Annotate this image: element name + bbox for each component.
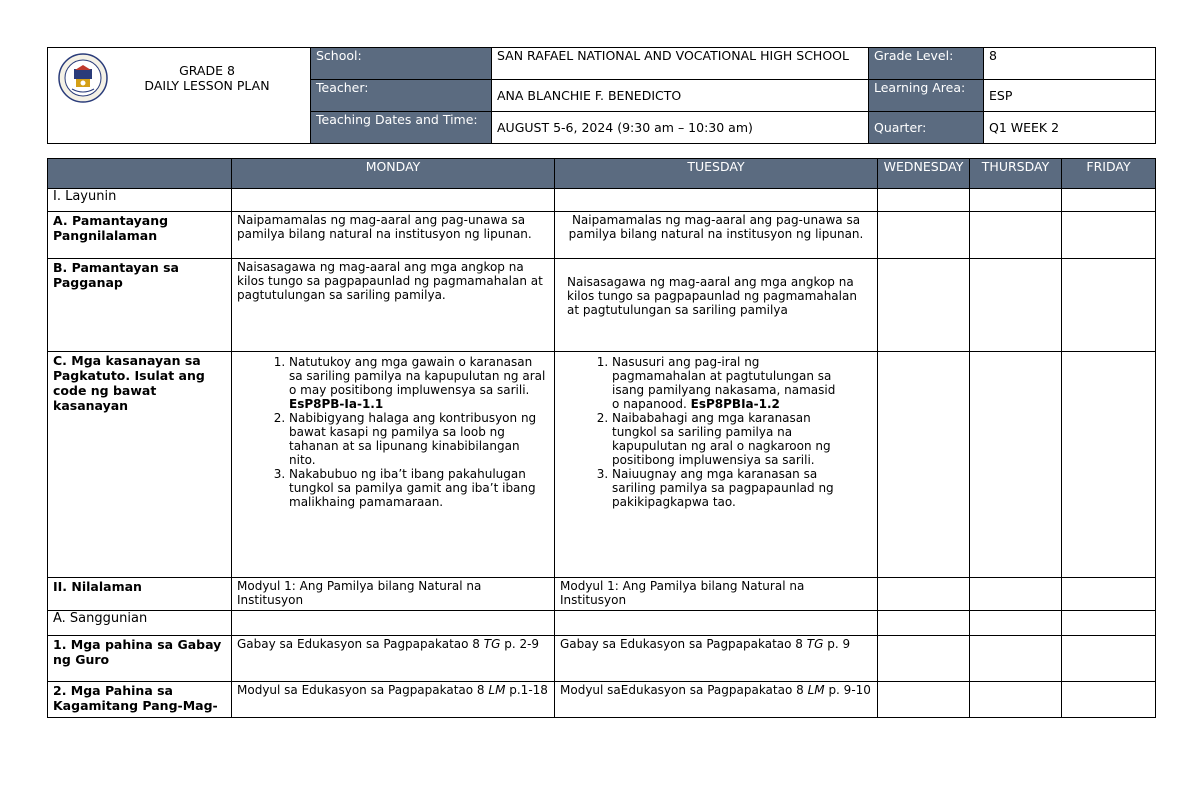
- teacher-label: Teacher:: [311, 80, 492, 112]
- monday-header: MONDAY: [232, 159, 555, 189]
- competency-code: EsP8PB-Ia-1.1: [289, 397, 384, 411]
- dates-value: AUGUST 5-6, 2024 (9:30 am – 10:30 am): [492, 112, 869, 144]
- row-label-kasanayan: C. Mga kasanayan sa Pagkatuto. Isulat ang code ng bawat kasanayan: [48, 352, 232, 578]
- header-table: [47, 47, 1156, 144]
- row-label-pamantayang: A. Pamantayang Pangnilalaman: [48, 212, 232, 259]
- learning-area-value: ESP: [984, 80, 1156, 112]
- tuesday-header: TUESDAY: [555, 159, 878, 189]
- gabay-monday: Gabay sa Edukasyon sa Pagpapakatao 8 TG p. 2-9: [232, 636, 555, 682]
- row-label-kagamitan: 2. Mga Pahina sa Kagamitang Pang-Mag-: [48, 682, 232, 718]
- quarter-value: Q1 WEEK 2: [984, 112, 1156, 144]
- kagamitan-monday: Modyul sa Edukasyon sa Pagpapakatao 8 LM p.1-18: [232, 682, 555, 718]
- table-row: [48, 682, 1156, 718]
- row-label-gabay: 1. Mga pahina sa Gabay ng Guro: [48, 636, 232, 682]
- lesson-plan-table: [47, 158, 1156, 718]
- pamantayang-monday: Naipamamalas ng mag-aaral ang pag-unawa sa pamilya bilang natural na institusyon ng lipunan.: [232, 212, 555, 259]
- table-row: [48, 352, 1156, 578]
- nilalaman-tuesday: Modyul 1: Ang Pamilya bilang Natural na Institusyon: [555, 578, 878, 611]
- days-header-row: [48, 159, 1156, 189]
- quarter-label: Quarter:: [869, 112, 984, 144]
- school-label: School:: [311, 48, 492, 80]
- list-item: 2. Naibabahagi ang mga karanasan tungkol sa sariling pamilya na kapupulutan ng aral o nagkaroon ng positibong impluwensiya sa sarili.: [612, 411, 842, 467]
- corner-header: [48, 159, 232, 189]
- row-label-nilalaman: II. Nilalaman: [48, 578, 232, 611]
- nilalaman-monday: Modyul 1: Ang Pamilya bilang Natural na Institusyon: [232, 578, 555, 611]
- list-item: 1. Natutukoy ang mga gawain o karanasan sa sariling pamilya na kapupulutan ng aral o may positibong impluwensya sa sarili. EsP8PB-Ia-1.1: [289, 355, 549, 411]
- document-title: [132, 63, 282, 93]
- kasanayan-monday: [232, 352, 555, 578]
- table-row: [48, 259, 1156, 352]
- list-item: 3. Nakabubuo ng iba’t ibang pakahulugan tungkol sa pamilya gamit ang iba’t ibang malikhaing pamamaraan.: [289, 467, 549, 509]
- school-value: SAN RAFAEL NATIONAL AND VOCATIONAL HIGH SCHOOL: [492, 48, 869, 80]
- pagganap-tuesday: Naisasagawa ng mag-aaral ang mga angkop na kilos tungo sa pagpapaunlad ng pagmamahalan at pagtutulungan sa sariling pamilya: [555, 259, 878, 352]
- gabay-tuesday: Gabay sa Edukasyon sa Pagpapakatao 8 TG p. 9: [555, 636, 878, 682]
- pamantayang-tuesday: Naipamamalas ng mag-aaral ang pag-unawa sa pamilya bilang natural na institusyon ng lipunan.: [555, 212, 878, 259]
- wednesday-header: WEDNESDAY: [878, 159, 970, 189]
- row-label-pagganap: B. Pamantayan sa Pagganap: [48, 259, 232, 352]
- tuesday-competency-list: [560, 355, 872, 509]
- grade-level-value: 8: [984, 48, 1156, 80]
- pagganap-monday: Naisasagawa ng mag-aaral ang mga angkop na kilos tungo sa pagpapaunlad ng pagmamahalan at pagtutulungan sa sariling pamilya.: [232, 259, 555, 352]
- learning-area-label: Learning Area:: [869, 80, 984, 112]
- deped-seal-icon: [58, 53, 108, 103]
- kasanayan-tuesday: [555, 352, 878, 578]
- list-item: 1. Nasusuri ang pag-iral ng pagmamahalan at pagtutulungan sa isang pamilyang nakasama, namasid o napanood. EsP8PBIa-1.2: [612, 355, 842, 411]
- list-item: 3. Naiuugnay ang mga karanasan sa sariling pamilya sa pagpapaunlad ng pakikipagkapwa tao.: [612, 467, 842, 509]
- row-label-layunin: I. Layunin: [48, 189, 232, 212]
- friday-header: FRIDAY: [1062, 159, 1156, 189]
- competency-code: EsP8PBIa-1.2: [690, 397, 780, 411]
- monday-competency-list: [237, 355, 549, 509]
- title-dlp: DAILY LESSON PLAN: [144, 78, 270, 93]
- table-row: [48, 636, 1156, 682]
- teacher-value: ANA BLANCHIE F. BENEDICTO: [492, 80, 869, 112]
- table-row: [48, 189, 1156, 212]
- list-item: 2. Nabibigyang halaga ang kontribusyon ng bawat kasapi ng pamilya sa loob ng tahanan at sa lipunang kinabibilangan nito.: [289, 411, 549, 467]
- row-label-sanggunian: A. Sanggunian: [48, 611, 232, 636]
- thursday-header: THURSDAY: [970, 159, 1062, 189]
- table-row: [48, 578, 1156, 611]
- grade-level-label: Grade Level:: [869, 48, 984, 80]
- table-row: [48, 212, 1156, 259]
- dates-label: Teaching Dates and Time:: [311, 112, 492, 144]
- title-cell: [48, 48, 311, 144]
- title-grade: GRADE 8: [179, 63, 235, 78]
- kagamitan-tuesday: Modyul saEdukasyon sa Pagpapakatao 8 LM p. 9-10: [555, 682, 878, 718]
- table-row: [48, 611, 1156, 636]
